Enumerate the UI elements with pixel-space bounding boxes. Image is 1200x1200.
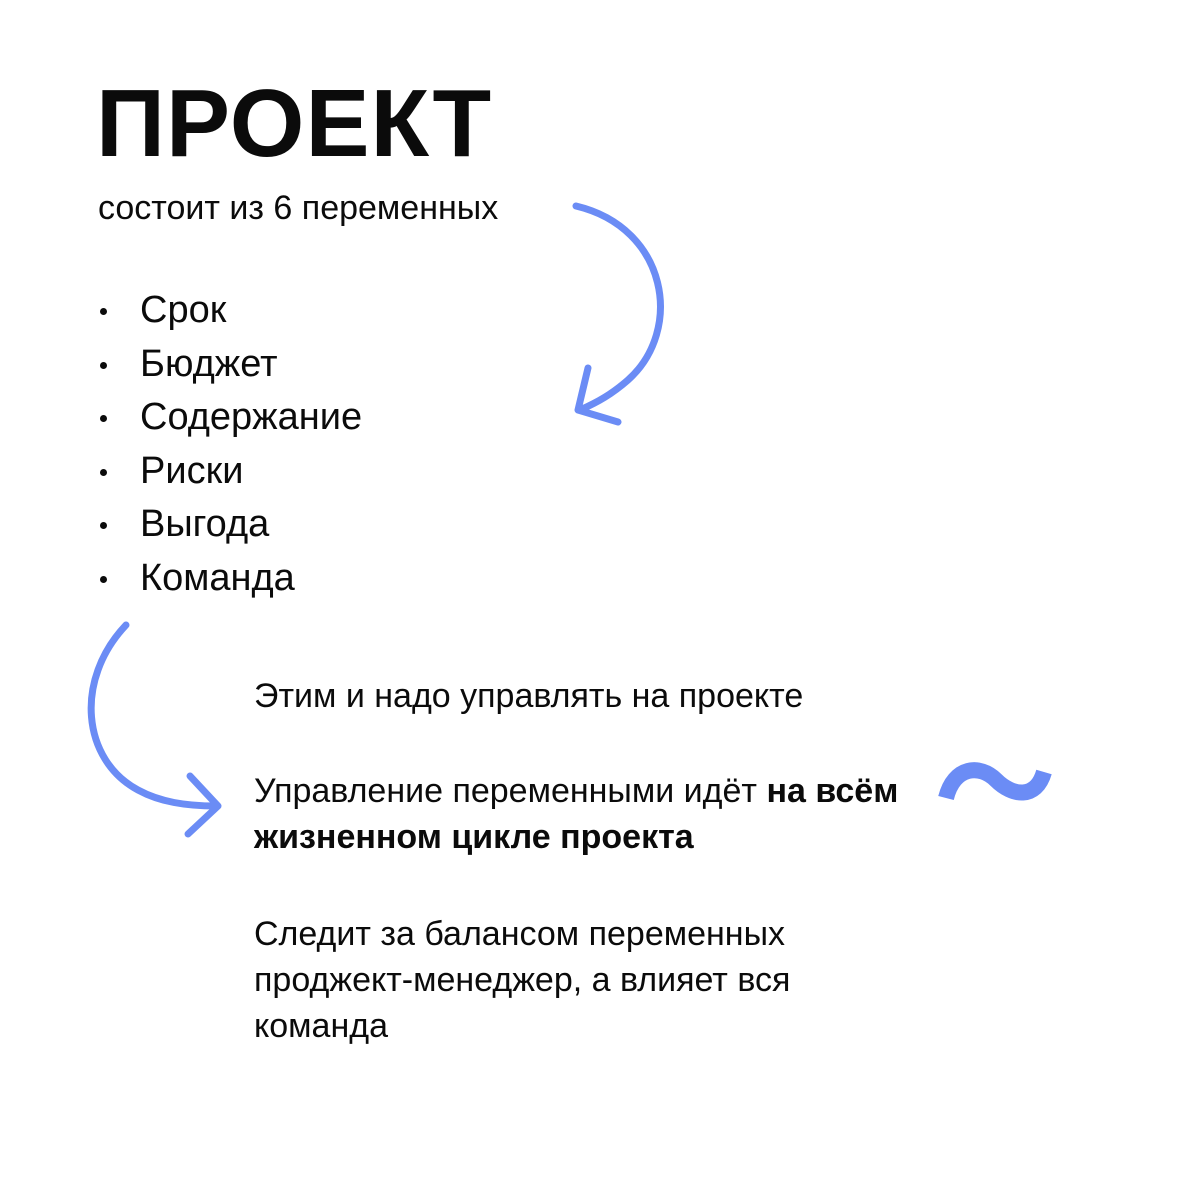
list-item-label: Выгода xyxy=(140,503,270,545)
page-title: ПРОЕКТ xyxy=(96,70,493,177)
list-item-label: Бюджет xyxy=(140,342,278,385)
list-item-label: Срок xyxy=(140,289,227,331)
paragraph-manage: Этим и надо управлять на проекте xyxy=(254,677,804,715)
list-item-label: Содержание xyxy=(140,396,363,438)
paragraph-lifecycle-bold: на всём жизненном цикле проекта xyxy=(254,772,899,856)
page-subtitle: состоит из 6 переменных xyxy=(98,189,499,227)
paragraph-lifecycle-regular: Управление переменными идёт xyxy=(254,772,767,810)
paragraph-balance: Следит за балансом переменных проджект-менеджер, а влияет вся команда xyxy=(254,915,791,1045)
list-item-label: Команда xyxy=(140,556,295,599)
list-item-label: Риски xyxy=(140,449,244,492)
